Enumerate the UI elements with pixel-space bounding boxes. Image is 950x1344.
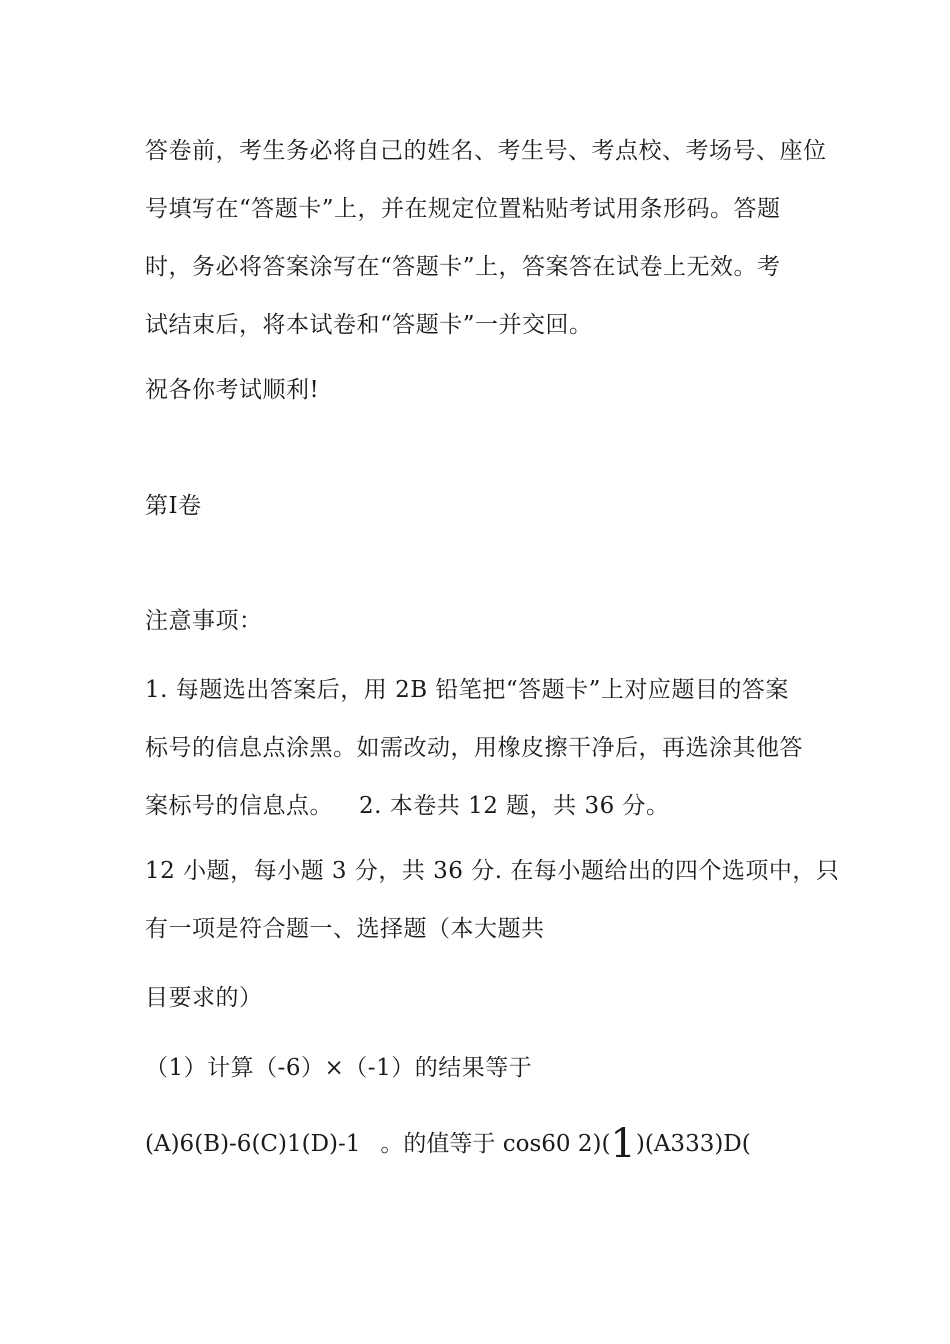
notes-line-3a: 案标号的信息点。 [145, 793, 333, 819]
instruction-line-3: 时，务必将答案涂写在“答题卡”上，答案答在试卷上无效。考 [145, 254, 781, 280]
answers-options-q1: (A)6(B)-6(C)1(D)-1 [145, 1131, 361, 1157]
instruction-line-4: 试结束后，将本试卷和“答题卡”一并交回。 [145, 312, 593, 338]
instruction-line-2: 号填写在“答题卡”上，并在规定位置粘贴考试用条形码。答题 [145, 196, 781, 222]
notes-line-1: 1. 每题选出答案后，用 2B 铅笔把“答题卡”上对应题目的答案 [145, 677, 789, 703]
answers-line [145, 1121, 825, 1167]
question-2-options: )(A333)D( [635, 1131, 751, 1157]
section1-line-3: 目要求的） [145, 985, 263, 1011]
notes-line-2: 标号的信息点涂黑。如需改动，用橡皮擦干净后，再选涂其他答 [145, 735, 803, 761]
instruction-line-1: 答卷前，考生务必将自己的姓名、考生号、考点校、考场号、座位 [145, 138, 827, 164]
section-title: 第Ⅰ卷 [145, 493, 202, 519]
notes-line-3 [145, 791, 825, 821]
notes-heading: 注意事项： [145, 608, 263, 634]
section1-line-2: 有一项是符合题一、选择题（本大题共 [145, 916, 545, 942]
question-1: （1）计算（-6）×（-1）的结果等于 [145, 1055, 533, 1081]
notes-line-3b: 2. 本卷共 12 题，共 36 分。 [359, 793, 670, 819]
greeting: 祝各你考试顺利! [145, 377, 320, 403]
question-2-big-digit: 1 [610, 1121, 636, 1167]
section1-line-1: 12 小题，每小题 3 分，共 36 分. 在每小题给出的四个选项中，只 [145, 858, 840, 884]
question-2-stem: 。的值等于 cos60 2)( [380, 1131, 611, 1157]
